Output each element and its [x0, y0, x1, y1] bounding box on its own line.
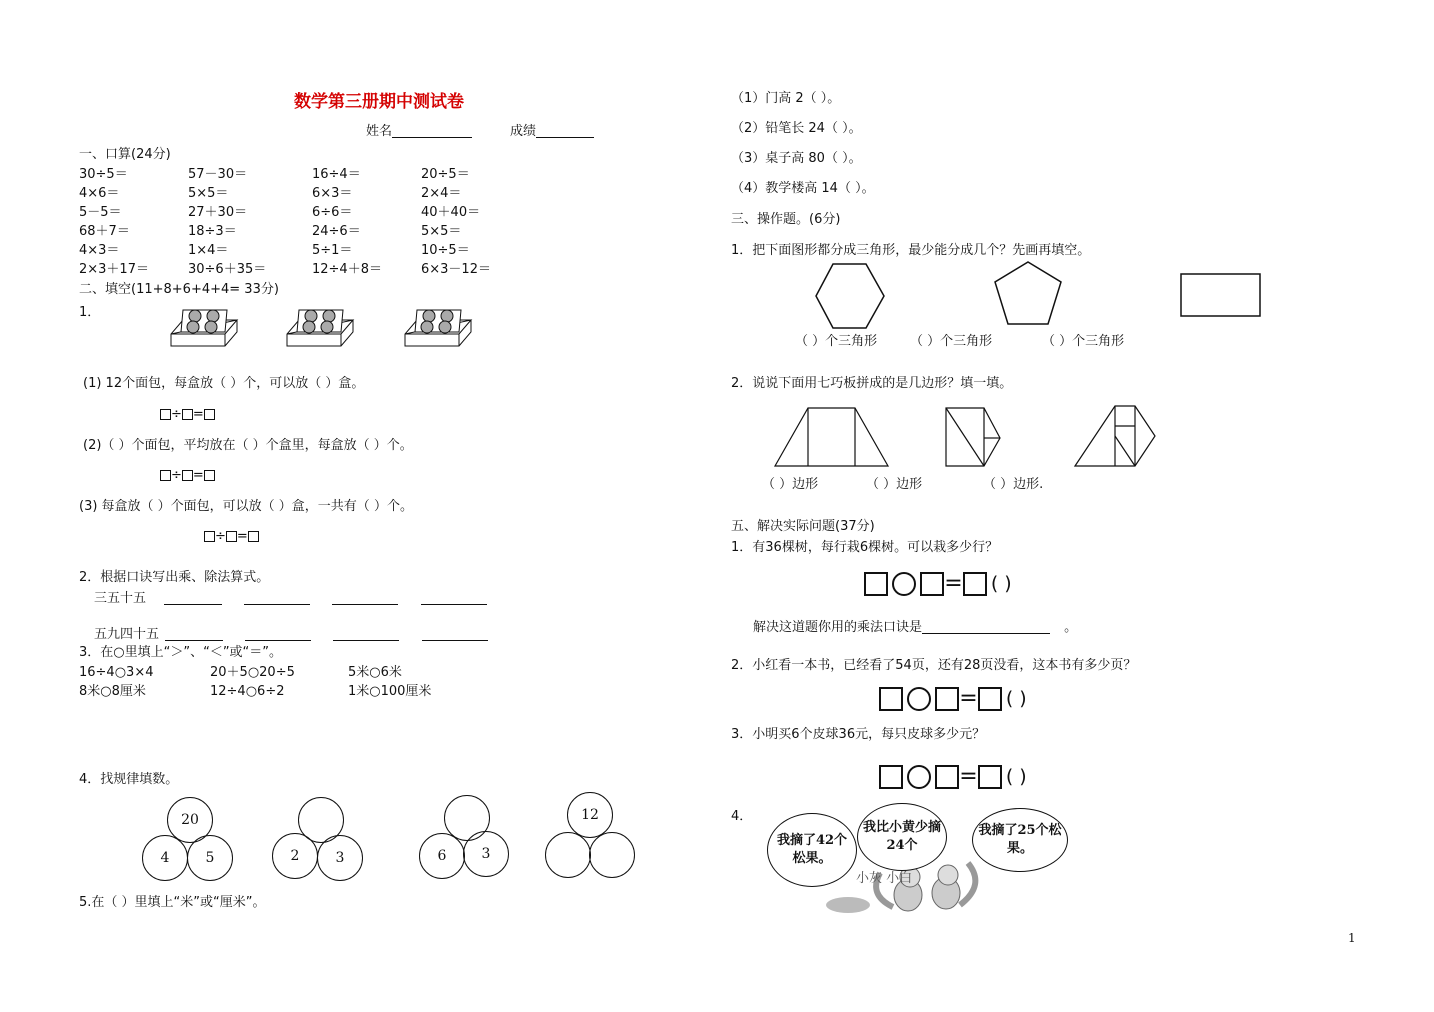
- number-circle[interactable]: 4: [142, 835, 188, 881]
- triangle-count-label: （ ）个三角形: [1042, 334, 1125, 349]
- arithmetic-item: 5÷1＝: [312, 243, 353, 258]
- answer-box[interactable]: [204, 531, 215, 542]
- equation-template-2: = ( ): [879, 687, 1027, 711]
- compare-item: 20＋5○20÷5: [210, 665, 295, 680]
- answer-blank[interactable]: [422, 640, 488, 641]
- arithmetic-item: 5×5＝: [188, 186, 229, 201]
- unit-item: （2）铅笔长 24（ ）。: [731, 121, 862, 136]
- arithmetic-item: 24÷6＝: [312, 224, 361, 239]
- q1-part-2: (2)（ ）个面包，平均放在（ ）个盒里，每盒放（ ）个。: [83, 438, 413, 453]
- bread-box-icon: [405, 310, 471, 346]
- answer-box[interactable]: [160, 409, 171, 420]
- answer-blank[interactable]: [333, 640, 399, 641]
- name-label: 姓名: [366, 124, 393, 139]
- compare-item: 8米○8厘米: [79, 684, 146, 699]
- speech-bubble: 我摘了42个松果。: [767, 813, 857, 887]
- answer-box[interactable]: [160, 470, 171, 481]
- q4-prompt: 4．找规律填数。: [79, 772, 179, 787]
- arithmetic-item: 57－30＝: [188, 167, 248, 182]
- arithmetic-item: 30÷5＝: [79, 167, 128, 182]
- problem-1-hint: 解决这道题你用的乘法口诀是 。: [753, 620, 1078, 635]
- arithmetic-item: 4×3＝: [79, 243, 120, 258]
- answer-blank[interactable]: [164, 604, 222, 605]
- number-circle[interactable]: 6: [419, 833, 465, 879]
- arithmetic-item: 2×3＋17＝: [79, 262, 149, 277]
- unit-item: （4）教学楼高 14（ ）。: [731, 181, 875, 196]
- tangram-pentagon: [946, 408, 1000, 466]
- number-circle[interactable]: 2: [272, 833, 318, 879]
- q1-part-3: (3) 每盒放（ ）个面包，可以放（ ）盒，一共有（ ）个。: [79, 499, 413, 514]
- answer-blank[interactable]: [165, 640, 223, 641]
- speech-bubble: 我摘了25个松果。: [972, 808, 1068, 872]
- score-field: [510, 125, 594, 138]
- number-circle[interactable]: 20: [167, 797, 213, 843]
- q5-prompt: 5.在（ ）里填上“米”或“厘米”。: [79, 895, 266, 910]
- operator-circle[interactable]: [892, 572, 916, 596]
- q3-prompt: 3．在○里填上“＞”、“＜”或“＝”。: [79, 645, 283, 660]
- polygon-label: （ ）边形: [866, 477, 923, 492]
- number-circle[interactable]: [589, 832, 635, 878]
- equation-template-3: = ( ): [879, 765, 1027, 789]
- arithmetic-item: 40＋40＝: [421, 205, 481, 220]
- problem-1: 1．有36棵树，每行栽6棵树。可以栽多少行？: [731, 540, 999, 555]
- number-circle[interactable]: [545, 832, 591, 878]
- answer-box[interactable]: [182, 409, 193, 420]
- equation-template-1: = ( ): [864, 572, 1012, 596]
- bread-box-illustrations: [165, 302, 475, 354]
- pentagon-shape: [995, 262, 1061, 324]
- q1-part-1: (1) 12个面包，每盒放（ ）个，可以放（ ）盒。: [83, 376, 365, 391]
- answer-box[interactable]: [248, 531, 259, 542]
- section-5-heading: 五、解决实际问题(37分): [731, 519, 875, 534]
- answer-blank[interactable]: [332, 604, 398, 605]
- number-circle[interactable]: 3: [463, 831, 509, 877]
- answer-box[interactable]: [182, 470, 193, 481]
- arithmetic-item: 10÷5＝: [421, 243, 470, 258]
- answer-box[interactable]: [864, 572, 888, 596]
- unit-paren[interactable]: ( ): [1005, 765, 1027, 788]
- arithmetic-item: 4×6＝: [79, 186, 120, 201]
- division-template-2: ÷ =: [160, 469, 215, 482]
- arithmetic-item: 5×5＝: [421, 224, 462, 239]
- section-1-heading: 一、口算(24分): [79, 147, 171, 162]
- answer-box[interactable]: [935, 765, 959, 789]
- arithmetic-item: 16÷4＝: [312, 167, 361, 182]
- answer-box[interactable]: [226, 531, 237, 542]
- problem-2: 2．小红看一本书，已经看了54页，还有28页没看，这本书有多少页？: [731, 658, 1137, 673]
- division-template-1: ÷ =: [160, 408, 215, 421]
- animal-names: 小灰 小白: [856, 871, 913, 886]
- compare-item: 12÷4○6÷2: [210, 684, 285, 699]
- name-field: [366, 125, 472, 138]
- score-label: 成绩: [510, 124, 537, 139]
- arithmetic-item: 6×3－12＝: [421, 262, 491, 277]
- q2-prompt: 2．根据口诀写出乘、除法算式。: [79, 570, 270, 585]
- q1-number: 1．: [79, 305, 101, 320]
- number-circle[interactable]: 3: [317, 835, 363, 881]
- arithmetic-item: 30÷6＋35＝: [188, 262, 267, 277]
- section-3-heading: 三、操作题。(6分): [731, 212, 841, 227]
- answer-blank[interactable]: [245, 640, 311, 641]
- page-title: 数学第三册期中测试卷: [294, 92, 464, 112]
- arithmetic-item: 2×4＝: [421, 186, 462, 201]
- name-blank[interactable]: [392, 137, 472, 138]
- score-blank[interactable]: [536, 137, 594, 138]
- unit-paren[interactable]: ( ): [990, 572, 1012, 595]
- arithmetic-item: 20÷5＝: [421, 167, 470, 182]
- arithmetic-item: 5－5＝: [79, 205, 122, 220]
- compare-item: 5米○6米: [348, 665, 402, 680]
- answer-box[interactable]: [920, 572, 944, 596]
- bread-box-icon: [171, 310, 237, 346]
- shapes-to-divide: [810, 258, 1270, 330]
- answer-box[interactable]: [879, 765, 903, 789]
- rhyme-label: 五九四十五: [94, 627, 160, 642]
- unit-item: （3）桌子高 80（ ）。: [731, 151, 862, 166]
- q2-row-1: [94, 592, 487, 605]
- arithmetic-item: 27＋30＝: [188, 205, 248, 220]
- compare-item: 1米○100厘米: [348, 684, 432, 699]
- triangle-count-label: （ ）个三角形: [795, 334, 878, 349]
- arithmetic-item: 6×3＝: [312, 186, 353, 201]
- arithmetic-item: 18÷3＝: [188, 224, 237, 239]
- hexagon-shape: [816, 264, 884, 328]
- arithmetic-item: 68＋7＝: [79, 224, 130, 239]
- polygon-label: （ ）边形: [762, 477, 819, 492]
- unit-paren[interactable]: ( ): [1005, 687, 1027, 710]
- operator-circle[interactable]: [907, 765, 931, 789]
- op1-prompt: 1．把下面图形都分成三角形，最少能分成几个？先画再填空。: [731, 243, 1091, 258]
- number-circle[interactable]: 12: [567, 792, 613, 838]
- answer-box[interactable]: [978, 765, 1002, 789]
- answer-blank[interactable]: [421, 604, 487, 605]
- bread-box-icon: [287, 310, 353, 346]
- op2-prompt: 2．说说下面用七巧板拼成的是几边形？填一填。: [731, 376, 1013, 391]
- arithmetic-item: 12÷4＋8＝: [312, 262, 382, 277]
- problem-4: 4．: [731, 809, 753, 824]
- tangram-hexagon: [1075, 406, 1155, 466]
- polygon-label: （ ）边形.: [983, 477, 1044, 492]
- operator-circle[interactable]: [907, 687, 931, 711]
- answer-box[interactable]: [879, 687, 903, 711]
- speech-bubble: 我比小黄少摘24个: [857, 803, 947, 871]
- answer-box[interactable]: [204, 409, 215, 420]
- division-template-3: ÷ =: [204, 530, 259, 543]
- problem-3: 3．小明买6个皮球36元，每只皮球多少元？: [731, 727, 986, 742]
- triangle-count-label: （ ）个三角形: [910, 334, 993, 349]
- answer-box[interactable]: [935, 687, 959, 711]
- tangram-shapes: [770, 402, 1170, 472]
- section-2-heading: 二、填空(11+8+6+4+4= 33分): [79, 282, 279, 297]
- q2-row-2: [94, 628, 488, 641]
- answer-box[interactable]: [978, 687, 1002, 711]
- arithmetic-item: 1×4＝: [188, 243, 229, 258]
- compare-item: 16÷4○3×4: [79, 665, 154, 680]
- arithmetic-item: 6÷6＝: [312, 205, 353, 220]
- tangram-trapezoid: [775, 408, 888, 466]
- number-circle[interactable]: 5: [187, 835, 233, 881]
- unit-item: （1）门高 2（ ）。: [731, 91, 841, 106]
- answer-blank[interactable]: [922, 633, 1050, 634]
- rectangle-shape: [1181, 274, 1260, 316]
- answer-box[interactable]: [963, 572, 987, 596]
- rhyme-label: 三五十五: [94, 591, 147, 606]
- page-number: 1: [1348, 931, 1356, 945]
- answer-blank[interactable]: [244, 604, 310, 605]
- answer-box[interactable]: [204, 470, 215, 481]
